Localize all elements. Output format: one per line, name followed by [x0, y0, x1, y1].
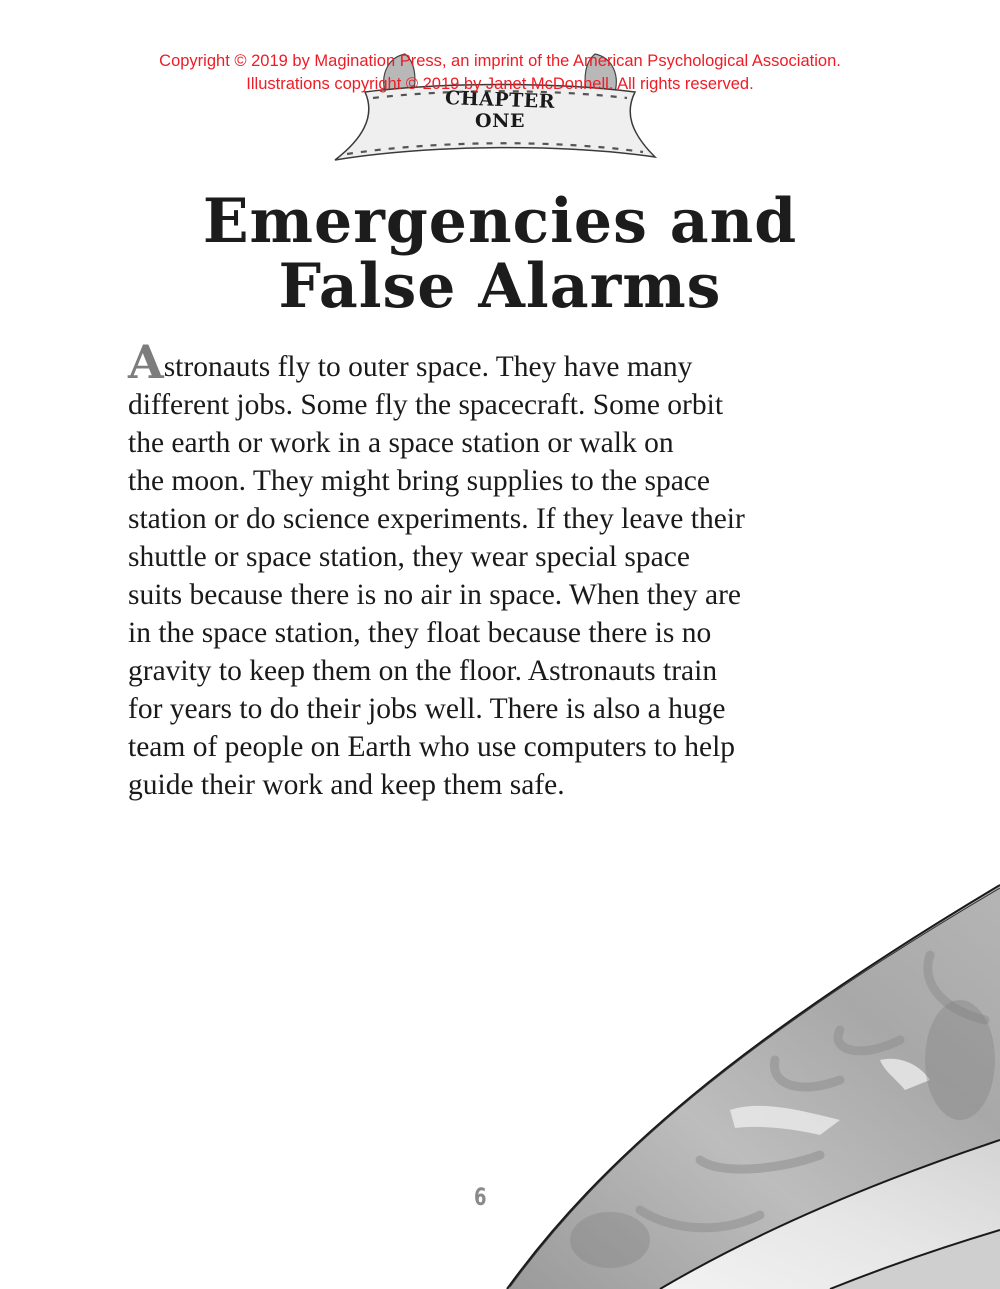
paragraph-line: Astronauts fly to outer space. They have many	[128, 335, 693, 389]
body-paragraph	[128, 335, 848, 804]
paragraph-line: team of people on Earth who use computers to help	[128, 731, 736, 763]
copyright-line-1: Copyright © 2019 by Magination Press, an imprint of the American Psychological Association.	[159, 52, 841, 70]
paragraph-line: guide their work and keep them safe.	[128, 769, 565, 801]
chapter-title	[0, 185, 1000, 323]
page-number: 6	[474, 1183, 487, 1211]
chapter-title-line-2: False Alarms	[278, 250, 722, 323]
chapter-title-line-1: Emergencies and	[202, 185, 798, 258]
paragraph-line: different jobs. Some fly the spacecraft. Some orbit	[128, 389, 724, 421]
paragraph-line: suits because there is no air in space. When they are	[128, 579, 741, 611]
copyright-line-2: Illustrations copyright © 2019 by Janet McDonnell. All rights reserved.	[246, 75, 754, 93]
chapter-number: ONE	[475, 110, 525, 132]
paragraph-line: shuttle or space station, they wear special space	[128, 541, 690, 573]
paragraph-line: the moon. They might bring supplies to the space	[128, 465, 710, 497]
paragraph-line: for years to do their jobs well. There is also a huge	[128, 693, 726, 725]
paragraph-line: gravity to keep them on the floor. Astronauts train	[128, 655, 718, 687]
paragraph-line: in the space station, they float because there is no	[128, 617, 712, 649]
paragraph-line: the earth or work in a space station or walk on	[128, 427, 674, 459]
copyright-notice	[0, 50, 1000, 96]
chapter-label: CHAPTER	[444, 87, 556, 113]
paragraph-line: station or do science experiments. If they leave their	[128, 503, 745, 535]
drop-cap: A	[128, 335, 164, 389]
